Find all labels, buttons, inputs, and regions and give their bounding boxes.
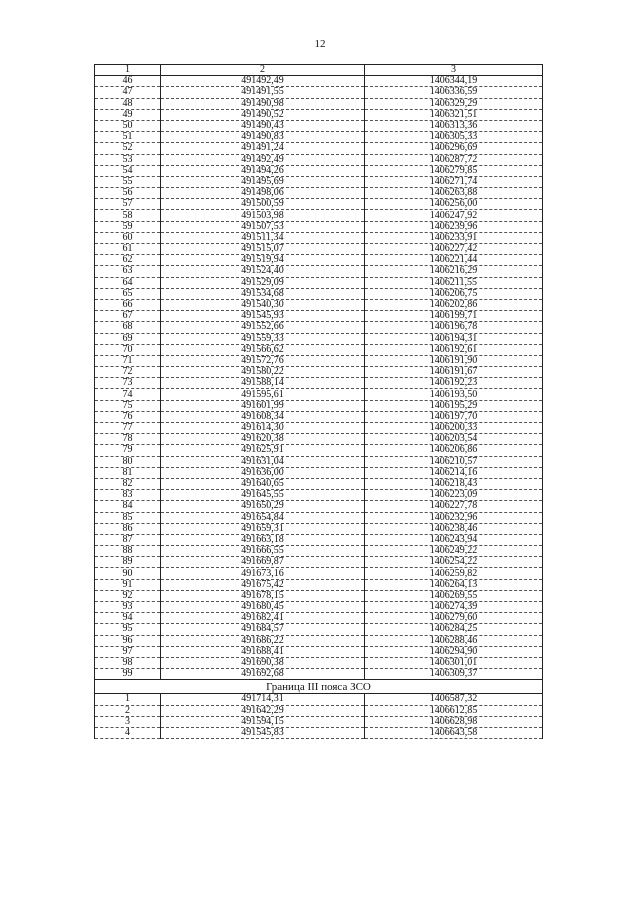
y-coordinate-cell: 1406216,29 (365, 266, 543, 277)
page-number: 12 (314, 38, 326, 50)
x-coordinate-cell: 491650,29 (161, 501, 365, 512)
table-row (95, 624, 543, 635)
x-coordinate-cell: 491500,59 (161, 199, 365, 210)
point-number-cell: 85 (95, 512, 161, 523)
point-number-cell: 65 (95, 288, 161, 299)
x-coordinate-cell: 491490,52 (161, 109, 365, 120)
y-coordinate-cell: 1406206,75 (365, 288, 543, 299)
x-coordinate-cell: 491654,84 (161, 512, 365, 523)
y-coordinate-cell: 1406194,31 (365, 333, 543, 344)
point-number-cell: 68 (95, 322, 161, 333)
point-number-cell: 94 (95, 613, 161, 624)
table-row (95, 557, 543, 568)
x-coordinate-cell: 491494,26 (161, 165, 365, 176)
table-row (95, 568, 543, 579)
table-row (95, 501, 543, 512)
column-header-2: 2 (161, 65, 365, 76)
x-coordinate-cell: 491663,18 (161, 534, 365, 545)
table-row (95, 355, 543, 366)
y-coordinate-cell: 1406271,74 (365, 176, 543, 187)
table-row (95, 546, 543, 557)
table-row (95, 467, 543, 478)
table-row (95, 694, 543, 705)
table-row (95, 244, 543, 255)
table-row (95, 478, 543, 489)
table-row (95, 210, 543, 221)
table-row (95, 199, 543, 210)
table-row (95, 76, 543, 87)
point-number-cell: 75 (95, 400, 161, 411)
point-number-cell: 86 (95, 523, 161, 534)
y-coordinate-cell: 1406284,25 (365, 624, 543, 635)
x-coordinate-cell: 491492,49 (161, 76, 365, 87)
table-row (95, 456, 543, 467)
y-coordinate-cell: 1406193,50 (365, 389, 543, 400)
point-number-cell: 53 (95, 154, 161, 165)
x-coordinate-cell: 491540,30 (161, 299, 365, 310)
table-row (95, 109, 543, 120)
point-number-cell: 84 (95, 501, 161, 512)
y-coordinate-cell: 1406247,92 (365, 210, 543, 221)
y-coordinate-cell: 1406259,82 (365, 568, 543, 579)
y-coordinate-cell: 1406256,00 (365, 199, 543, 210)
y-coordinate-cell: 1406243,94 (365, 534, 543, 545)
x-coordinate-cell: 491511,34 (161, 232, 365, 243)
y-coordinate-cell: 1406211,55 (365, 277, 543, 288)
table-row (95, 266, 543, 277)
y-coordinate-cell: 1406628,98 (365, 716, 543, 727)
x-coordinate-cell: 491545,93 (161, 311, 365, 322)
table-row (95, 411, 543, 422)
y-coordinate-cell: 1406313,36 (365, 120, 543, 131)
point-number-cell: 64 (95, 277, 161, 288)
point-number-cell: 89 (95, 557, 161, 568)
y-coordinate-cell: 1406329,29 (365, 98, 543, 109)
table-row (95, 165, 543, 176)
x-coordinate-cell: 491566,62 (161, 344, 365, 355)
y-coordinate-cell: 1406301,01 (365, 657, 543, 668)
x-coordinate-cell: 491594,15 (161, 716, 365, 727)
point-number-cell: 67 (95, 311, 161, 322)
y-coordinate-cell: 1406279,60 (365, 613, 543, 624)
x-coordinate-cell: 491688,41 (161, 646, 365, 657)
x-coordinate-cell: 491491,55 (161, 87, 365, 98)
y-coordinate-cell: 1406221,44 (365, 255, 543, 266)
x-coordinate-cell: 491608,34 (161, 411, 365, 422)
y-coordinate-cell: 1406263,88 (365, 188, 543, 199)
point-number-cell: 83 (95, 490, 161, 501)
point-number-cell: 57 (95, 199, 161, 210)
x-coordinate-cell: 491631,04 (161, 456, 365, 467)
table-row (95, 132, 543, 143)
table-row (95, 512, 543, 523)
table-row (95, 277, 543, 288)
table-row (95, 378, 543, 389)
point-number-cell: 1 (95, 694, 161, 705)
table-row (95, 367, 543, 378)
y-coordinate-cell: 1406288,46 (365, 635, 543, 646)
point-number-cell: 74 (95, 389, 161, 400)
x-coordinate-cell: 491642,29 (161, 705, 365, 716)
column-header-3: 3 (365, 65, 543, 76)
point-number-cell: 55 (95, 176, 161, 187)
point-number-cell: 63 (95, 266, 161, 277)
x-coordinate-cell: 491559,33 (161, 333, 365, 344)
point-number-cell: 60 (95, 232, 161, 243)
x-coordinate-cell: 491515,07 (161, 244, 365, 255)
x-coordinate-cell: 491645,55 (161, 490, 365, 501)
y-coordinate-cell: 1406214,16 (365, 467, 543, 478)
table-row (95, 613, 543, 624)
table-row (95, 705, 543, 716)
table-row (95, 434, 543, 445)
table-row (95, 657, 543, 668)
point-number-cell: 87 (95, 534, 161, 545)
x-coordinate-cell: 491572,76 (161, 355, 365, 366)
point-number-cell: 2 (95, 705, 161, 716)
table-row (95, 389, 543, 400)
table-row (95, 400, 543, 411)
x-coordinate-cell: 491625,91 (161, 445, 365, 456)
y-coordinate-cell: 1406227,78 (365, 501, 543, 512)
x-coordinate-cell: 491601,99 (161, 400, 365, 411)
y-coordinate-cell: 1406274,39 (365, 602, 543, 613)
table-row (95, 727, 543, 738)
table-row (95, 176, 543, 187)
y-coordinate-cell: 1406321,51 (365, 109, 543, 120)
point-number-cell: 80 (95, 456, 161, 467)
point-number-cell: 92 (95, 590, 161, 601)
table-row (95, 490, 543, 501)
y-coordinate-cell: 1406210,57 (365, 456, 543, 467)
x-coordinate-cell: 491666,55 (161, 546, 365, 557)
y-coordinate-cell: 1406200,33 (365, 423, 543, 434)
point-number-cell: 98 (95, 657, 161, 668)
point-number-cell: 79 (95, 445, 161, 456)
x-coordinate-cell: 491614,30 (161, 423, 365, 434)
table-row (95, 221, 543, 232)
point-number-cell: 61 (95, 244, 161, 255)
point-number-cell: 62 (95, 255, 161, 266)
x-coordinate-cell: 491529,09 (161, 277, 365, 288)
point-number-cell: 82 (95, 478, 161, 489)
y-coordinate-cell: 1406279,85 (365, 165, 543, 176)
x-coordinate-cell: 491640,65 (161, 478, 365, 489)
table-row (95, 333, 543, 344)
x-coordinate-cell: 491680,45 (161, 602, 365, 613)
point-number-cell: 69 (95, 333, 161, 344)
y-coordinate-cell: 1406287,72 (365, 154, 543, 165)
x-coordinate-cell: 491534,68 (161, 288, 365, 299)
x-coordinate-cell: 491595,61 (161, 389, 365, 400)
y-coordinate-cell: 1406612,85 (365, 705, 543, 716)
point-number-cell: 72 (95, 367, 161, 378)
point-number-cell: 3 (95, 716, 161, 727)
table-row (95, 344, 543, 355)
x-coordinate-cell: 491524,40 (161, 266, 365, 277)
point-number-cell: 48 (95, 98, 161, 109)
y-coordinate-cell: 1406196,78 (365, 322, 543, 333)
table-row (95, 669, 543, 680)
y-coordinate-cell: 1406344,19 (365, 76, 543, 87)
x-coordinate-cell: 491686,22 (161, 635, 365, 646)
x-coordinate-cell: 491714,31 (161, 694, 365, 705)
y-coordinate-cell: 1406232,96 (365, 512, 543, 523)
point-number-cell: 47 (95, 87, 161, 98)
x-coordinate-cell: 491490,98 (161, 98, 365, 109)
x-coordinate-cell: 491588,14 (161, 378, 365, 389)
x-coordinate-cell: 491636,00 (161, 467, 365, 478)
x-coordinate-cell: 491682,41 (161, 613, 365, 624)
point-number-cell: 4 (95, 727, 161, 738)
y-coordinate-cell: 1406192,61 (365, 344, 543, 355)
y-coordinate-cell: 1406195,29 (365, 400, 543, 411)
point-number-cell: 81 (95, 467, 161, 478)
column-header-1: 1 (95, 65, 161, 76)
x-coordinate-cell: 491580,22 (161, 367, 365, 378)
point-number-cell: 59 (95, 221, 161, 232)
table-row (95, 646, 543, 657)
x-coordinate-cell: 491673,16 (161, 568, 365, 579)
y-coordinate-cell: 1406239,96 (365, 221, 543, 232)
y-coordinate-cell: 1406643,58 (365, 727, 543, 738)
point-number-cell: 90 (95, 568, 161, 579)
x-coordinate-cell: 491490,83 (161, 132, 365, 143)
x-coordinate-cell: 491490,43 (161, 120, 365, 131)
table-row (95, 590, 543, 601)
point-number-cell: 73 (95, 378, 161, 389)
point-number-cell: 56 (95, 188, 161, 199)
point-number-cell: 46 (95, 76, 161, 87)
y-coordinate-cell: 1406227,42 (365, 244, 543, 255)
table-row (95, 311, 543, 322)
point-number-cell: 93 (95, 602, 161, 613)
y-coordinate-cell: 1406296,69 (365, 143, 543, 154)
table-row (95, 232, 543, 243)
y-coordinate-cell: 1406249,22 (365, 546, 543, 557)
x-coordinate-cell: 491519,94 (161, 255, 365, 266)
x-coordinate-cell: 491491,24 (161, 143, 365, 154)
point-number-cell: 51 (95, 132, 161, 143)
table-row (95, 635, 543, 646)
y-coordinate-cell: 1406305,33 (365, 132, 543, 143)
table-row (95, 523, 543, 534)
y-coordinate-cell: 1406254,22 (365, 557, 543, 568)
y-coordinate-cell: 1406199,71 (365, 311, 543, 322)
x-coordinate-cell: 491678,15 (161, 590, 365, 601)
point-number-cell: 71 (95, 355, 161, 366)
y-coordinate-cell: 1406203,54 (365, 434, 543, 445)
point-number-cell: 54 (95, 165, 161, 176)
x-coordinate-cell: 491503,98 (161, 210, 365, 221)
x-coordinate-cell: 491675,42 (161, 579, 365, 590)
point-number-cell: 52 (95, 143, 161, 154)
point-number-cell: 97 (95, 646, 161, 657)
point-number-cell: 88 (95, 546, 161, 557)
table-row (95, 322, 543, 333)
x-coordinate-cell: 491684,57 (161, 624, 365, 635)
table-row (95, 534, 543, 545)
point-number-cell: 66 (95, 299, 161, 310)
y-coordinate-cell: 1406206,86 (365, 445, 543, 456)
point-number-cell: 96 (95, 635, 161, 646)
section-title: Граница III пояса ЗСО (95, 680, 543, 694)
y-coordinate-cell: 1406238,46 (365, 523, 543, 534)
x-coordinate-cell: 491690,38 (161, 657, 365, 668)
table-row (95, 87, 543, 98)
point-number-cell: 58 (95, 210, 161, 221)
x-coordinate-cell: 491498,06 (161, 188, 365, 199)
y-coordinate-cell: 1406309,37 (365, 669, 543, 680)
point-number-cell: 99 (95, 669, 161, 680)
y-coordinate-cell: 1406191,90 (365, 355, 543, 366)
x-coordinate-cell: 491495,69 (161, 176, 365, 187)
table-row (95, 423, 543, 434)
y-coordinate-cell: 1406192,23 (365, 378, 543, 389)
table-row (95, 299, 543, 310)
y-coordinate-cell: 1406233,91 (365, 232, 543, 243)
point-number-cell: 50 (95, 120, 161, 131)
y-coordinate-cell: 1406264,13 (365, 579, 543, 590)
table-row (95, 120, 543, 131)
table-row (95, 579, 543, 590)
point-number-cell: 70 (95, 344, 161, 355)
x-coordinate-cell: 491669,87 (161, 557, 365, 568)
y-coordinate-cell: 1406587,32 (365, 694, 543, 705)
y-coordinate-cell: 1406202,86 (365, 299, 543, 310)
table-row (95, 288, 543, 299)
y-coordinate-cell: 1406269,55 (365, 590, 543, 601)
table-row (95, 716, 543, 727)
x-coordinate-cell: 491620,38 (161, 434, 365, 445)
x-coordinate-cell: 491507,53 (161, 221, 365, 232)
x-coordinate-cell: 491692,68 (161, 669, 365, 680)
section-header-row (95, 680, 543, 694)
y-coordinate-cell: 1406197,70 (365, 411, 543, 422)
point-number-cell: 76 (95, 411, 161, 422)
point-number-cell: 91 (95, 579, 161, 590)
point-number-cell: 95 (95, 624, 161, 635)
table-row (95, 602, 543, 613)
table-header-row (95, 65, 543, 76)
point-number-cell: 77 (95, 423, 161, 434)
table-row (95, 154, 543, 165)
coordinates-table (94, 64, 543, 739)
y-coordinate-cell: 1406223,09 (365, 490, 543, 501)
x-coordinate-cell: 491552,66 (161, 322, 365, 333)
table-row (95, 255, 543, 266)
table-row (95, 445, 543, 456)
table-row (95, 98, 543, 109)
table-row (95, 143, 543, 154)
y-coordinate-cell: 1406218,43 (365, 478, 543, 489)
x-coordinate-cell: 491492,49 (161, 154, 365, 165)
y-coordinate-cell: 1406336,59 (365, 87, 543, 98)
y-coordinate-cell: 1406191,67 (365, 367, 543, 378)
point-number-cell: 49 (95, 109, 161, 120)
y-coordinate-cell: 1406294,90 (365, 646, 543, 657)
table-row (95, 188, 543, 199)
x-coordinate-cell: 491545,83 (161, 727, 365, 738)
point-number-cell: 78 (95, 434, 161, 445)
x-coordinate-cell: 491659,31 (161, 523, 365, 534)
